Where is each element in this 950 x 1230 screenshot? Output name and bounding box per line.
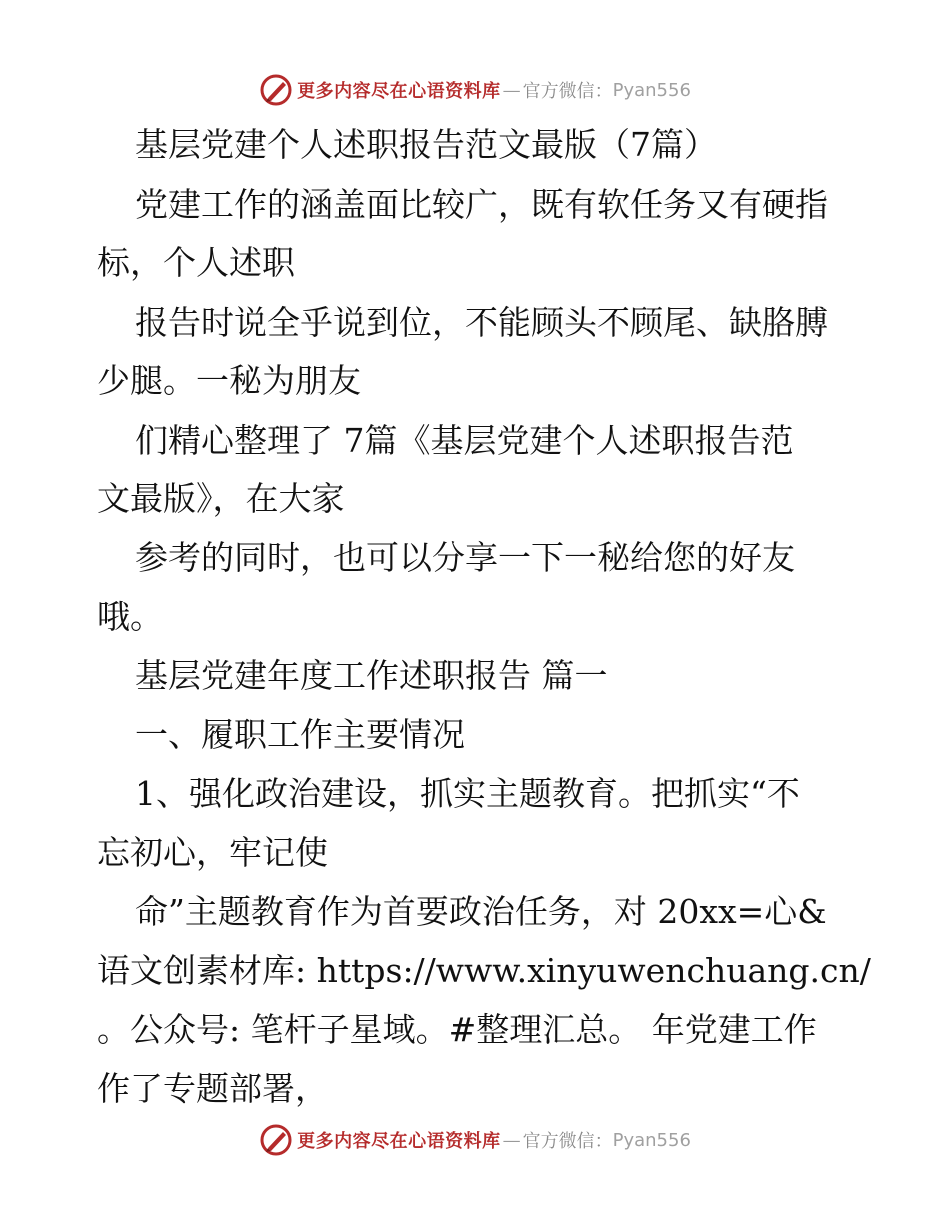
banner-dash: — bbox=[502, 79, 521, 101]
paragraph-line: 作了专题部署， bbox=[97, 1069, 328, 1108]
banner-site-name: 更多内容尽在心语资料库 bbox=[297, 81, 501, 102]
header-banner bbox=[0, 70, 950, 110]
document-title: 基层党建个人述职报告范文最版（7篇） bbox=[135, 125, 717, 164]
banner-wechat-handle: Pyan556 bbox=[612, 79, 691, 101]
pen-logo-icon bbox=[259, 1123, 293, 1157]
pen-logo-icon bbox=[259, 73, 293, 107]
paragraph-line: 忘初心，牢记使 bbox=[97, 833, 328, 872]
intro-line: 标，个人述职 bbox=[97, 243, 295, 282]
paragraph-line: 语文创素材库: https://www.xinyuwenchuang.cn/ bbox=[97, 951, 871, 990]
footer-banner bbox=[0, 1120, 950, 1160]
paragraph-line: 1、强化政治建设，抓实主题教育。把抓实“不 bbox=[135, 774, 800, 813]
intro-line: 们精心整理了 7篇《基层党建个人述职报告范 bbox=[135, 421, 794, 460]
intro-line: 参考的同时，也可以分享一下一秘给您的好友 bbox=[135, 538, 795, 577]
subheading: 一、履职工作主要情况 bbox=[135, 715, 465, 754]
intro-line: 文最版》，在大家 bbox=[97, 479, 345, 518]
banner-wechat-label: 官方微信： bbox=[522, 81, 613, 102]
intro-line: 党建工作的涵盖面比较广，既有软任务又有硬指 bbox=[135, 185, 828, 224]
banner-dash: — bbox=[502, 1129, 521, 1151]
intro-line: 哦。 bbox=[97, 597, 163, 636]
banner-wechat-label: 官方微信： bbox=[522, 1131, 613, 1152]
banner-wechat-handle: Pyan556 bbox=[612, 1129, 691, 1151]
intro-line: 少腿。一秘为朋友 bbox=[97, 361, 361, 400]
paragraph-line: 命”主题教育作为首要政治任务，对 20xx=心& bbox=[135, 892, 827, 931]
paragraph-line: 。公众号: 笔杆子星域。#整理汇总。 年党建工作 bbox=[97, 1010, 817, 1049]
intro-line: 报告时说全乎说到位，不能顾头不顾尾、缺胳膊 bbox=[135, 303, 828, 342]
section-heading: 基层党建年度工作述职报告 篇一 bbox=[135, 656, 608, 695]
banner-site-name: 更多内容尽在心语资料库 bbox=[297, 1131, 501, 1152]
